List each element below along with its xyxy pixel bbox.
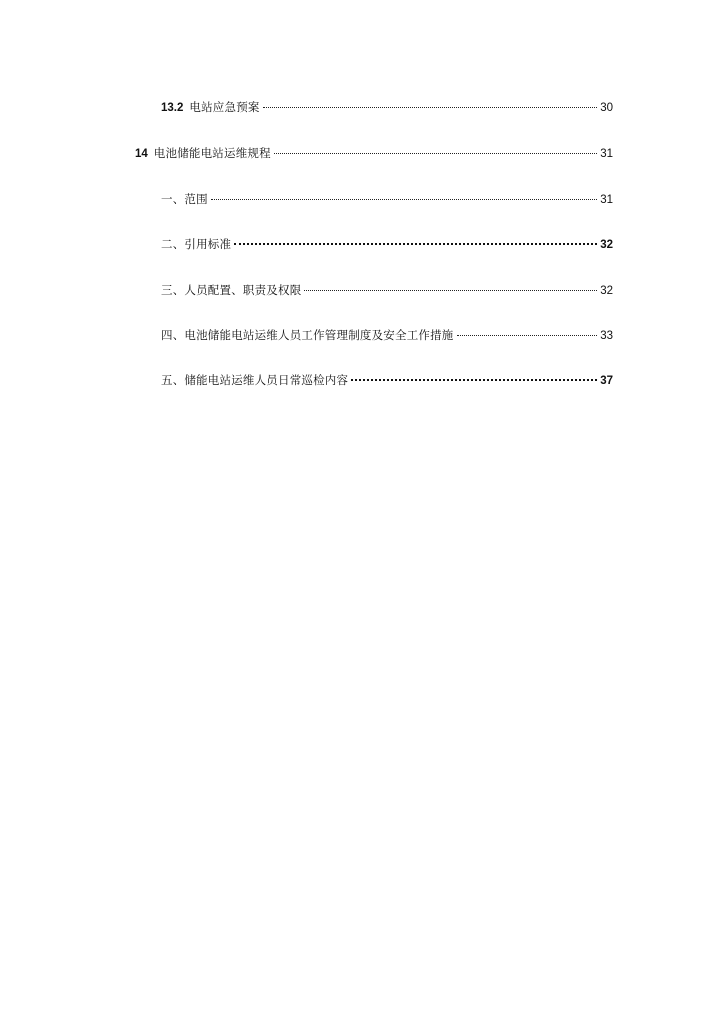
toc-entry-references[interactable] xyxy=(161,236,613,252)
toc-entry-page-number: 37 xyxy=(600,375,613,387)
toc-entry-14[interactable] xyxy=(135,145,613,161)
toc-dot-leader xyxy=(274,153,597,154)
toc-entry-page-number: 31 xyxy=(600,148,613,160)
toc-entry-page-number: 32 xyxy=(600,239,613,251)
toc-entry-page-number: 31 xyxy=(600,194,613,206)
toc-entry-title: 电站应急预案 xyxy=(189,100,260,114)
toc-entry-title: 电池储能电站运维规程 xyxy=(153,146,271,160)
toc-entry-scope[interactable] xyxy=(161,191,613,207)
toc-dot-leader xyxy=(304,290,597,291)
toc-entry-page-number: 33 xyxy=(600,330,613,342)
toc-entry-page-number: 30 xyxy=(600,102,613,114)
toc-entry-13-2[interactable] xyxy=(161,99,613,115)
toc-dot-leader xyxy=(263,107,598,108)
toc-dot-leader xyxy=(351,379,597,381)
toc-entry-title: 三、人员配置、职责及权限 xyxy=(161,283,302,297)
toc-entry-staffing[interactable] xyxy=(161,282,613,298)
toc-entry-title: 四、电池储能电站运维人员工作管理制度及安全工作措施 xyxy=(161,328,454,342)
toc-entry-management-system[interactable] xyxy=(161,327,613,343)
toc-entry-page-number: 32 xyxy=(600,285,613,297)
toc-entry-title: 一、范围 xyxy=(161,192,208,206)
toc-entry-title: 二、引用标准 xyxy=(161,237,232,251)
toc-entry-daily-inspection[interactable] xyxy=(161,372,613,388)
toc-dot-leader xyxy=(457,335,598,336)
toc-dot-leader xyxy=(234,243,597,245)
toc-entry-number: 13.2 xyxy=(161,102,184,114)
toc-entry-title: 五、储能电站运维人员日常巡检内容 xyxy=(161,373,349,387)
toc-dot-leader xyxy=(211,199,597,200)
toc-entry-number: 14 xyxy=(135,148,148,160)
